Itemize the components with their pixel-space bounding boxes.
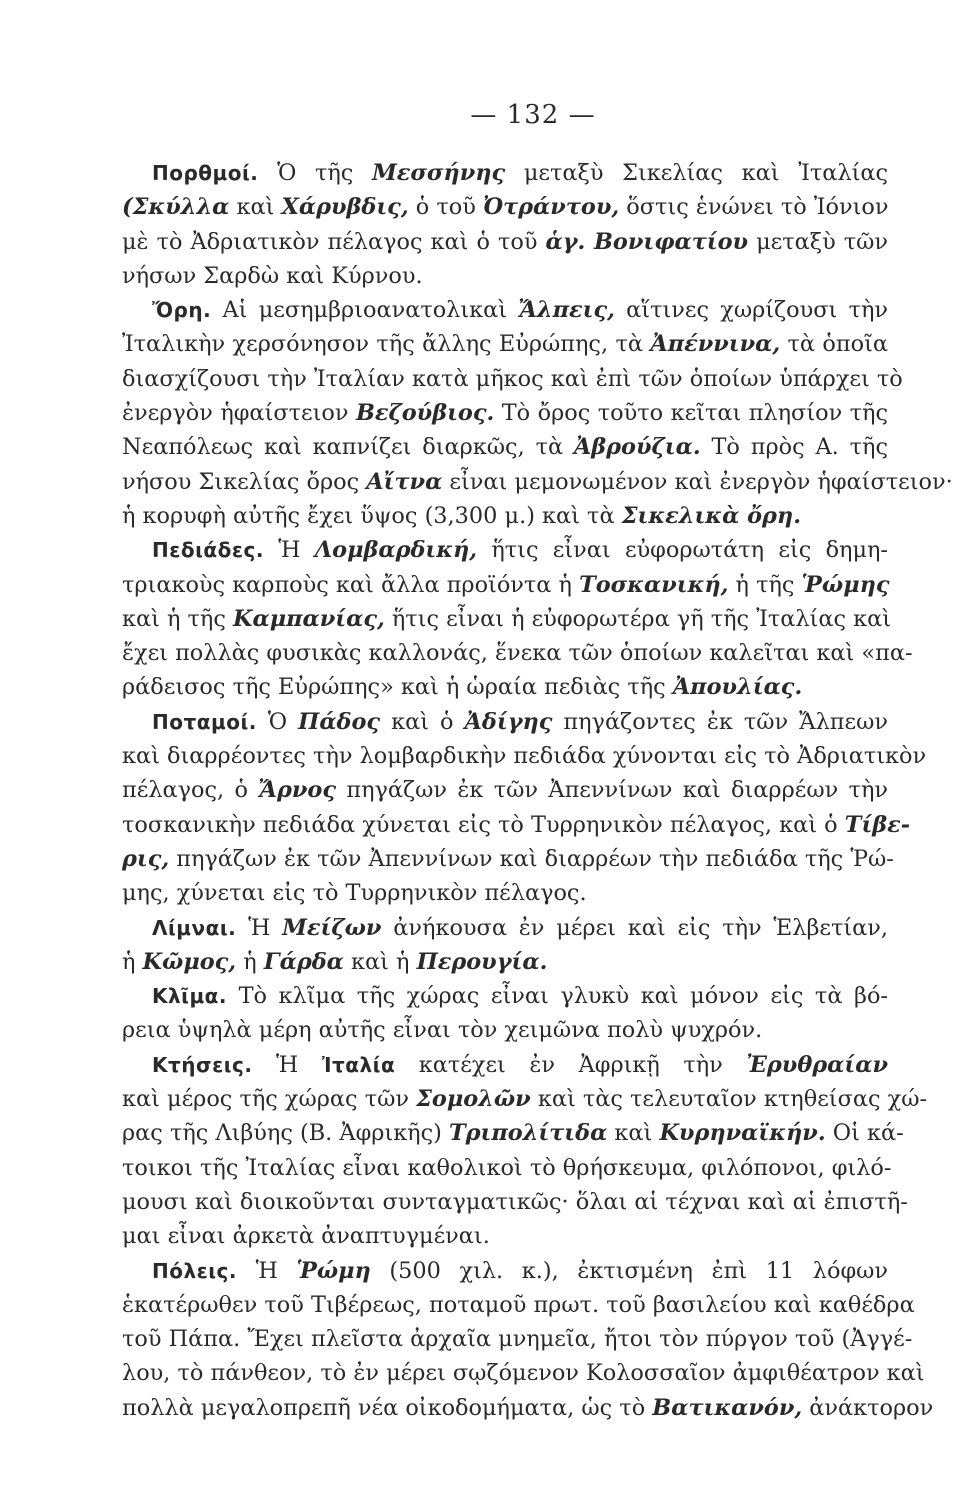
section-heading: Ἰταλία xyxy=(321,1052,396,1077)
emphasized-term: Βεζούβιος. xyxy=(355,400,495,427)
text-line xyxy=(122,430,888,464)
emphasized-term: Κυρηναϊκήν. xyxy=(659,1120,826,1147)
emphasized-term: Μεσσήνης xyxy=(372,160,506,186)
section-heading: Πορθμοί. xyxy=(152,161,259,185)
text-line xyxy=(122,1254,888,1288)
emphasized-term: Κῶμος, xyxy=(142,948,237,975)
text-line xyxy=(122,739,927,773)
emphasized-term: Ἄλπεις, xyxy=(518,297,615,324)
text-line xyxy=(122,396,888,430)
text-line xyxy=(122,1322,913,1356)
text-run: μουσι καὶ διοικοῦνται συνταγματικῶς· ὅλαι αἱ τέχναι καὶ αἱ ἐπιστῆ- xyxy=(122,1188,908,1215)
text-run: Τὸ κλῖμα τῆς χώρας εἶναι γλυκὺ καὶ μόνον εἰς τὰ βό- xyxy=(227,983,888,1010)
paragraph-ktiseis xyxy=(122,1048,928,1254)
text-run: νήσων Σαρδὼ καὶ Κύρνου. xyxy=(122,262,423,289)
text-line xyxy=(122,636,913,670)
text-run: Ἡ xyxy=(237,1257,297,1284)
text-run: πηγάζων ἐκ τῶν Ἀπεννίνων καὶ διαρρέων τὴν xyxy=(336,777,888,804)
paragraph-poleis xyxy=(122,1254,934,1425)
text-line xyxy=(122,225,888,259)
emphasized-term: ἁγ. Βονιφατίου xyxy=(545,228,749,255)
emphasized-term: Λομβαρδική, xyxy=(314,537,478,564)
emphasized-term: Χάρυβδις, xyxy=(281,194,409,221)
emphasized-term: Βατικανόν, xyxy=(652,1394,803,1421)
section-heading: Πεδιάδες. xyxy=(152,538,264,563)
text-line xyxy=(122,773,888,807)
paragraph-porthmoi xyxy=(122,156,888,293)
text-line xyxy=(122,1082,928,1116)
text-run: λου, τὸ πάνθεον, τὸ ἐν μέρει σῳζόμενον Κολοσσαῖον ἀμφιθέατρον καὶ xyxy=(122,1360,925,1387)
text-run: ρας τῆς Λιβύης (Β. Ἀφρικῆς) xyxy=(122,1120,449,1147)
text-run: τριακοὺς καρποὺς καὶ ἄλλα προϊόντα ἡ xyxy=(122,571,580,598)
paragraph-potamoi xyxy=(122,705,927,911)
text-run: εἶναι μεμονωμένον καὶ ἐνεργὸν ἡφαίστειον· xyxy=(442,468,953,495)
paragraph-ori xyxy=(122,293,953,533)
text-run: αἵτινες χωρίζουσι τὴν xyxy=(614,297,888,324)
text-run: καὶ διαρρέοντες τὴν λομβαρδικὴν πεδιάδα χύνονται εἰς τὸ Ἀδριατικὸν xyxy=(122,743,927,770)
emphasized-term: Ῥώμη xyxy=(296,1257,371,1284)
text-line xyxy=(122,568,888,602)
text-run: ἔχει πολλὰς φυσικὰς καλλονάς, ἕνεκα τῶν ὁποίων καλεῖται καὶ «πα- xyxy=(122,640,913,667)
text-run: καὶ μέρος τῆς χώρας τῶν xyxy=(122,1086,417,1113)
text-line xyxy=(122,979,888,1013)
emphasized-term: Γάρδα xyxy=(263,948,344,975)
text-line xyxy=(122,1151,892,1185)
emphasized-term: Πάδος xyxy=(298,708,381,735)
text-run: Ὁ τῆς xyxy=(258,160,373,186)
text-run: νήσου Σικελίας ὄρος xyxy=(122,468,367,495)
text-line xyxy=(122,533,888,567)
text-run: ὅστις ἑνώνει τὸ Ἰόνιον xyxy=(619,194,889,221)
text-run: ἀνάκτορον xyxy=(802,1394,934,1421)
text-run: ἑκατέρωθεν τοῦ Τιβέρεως, ποταμοῦ πρωτ. τοῦ βασιλείου καὶ καθέδρα xyxy=(122,1291,915,1318)
text-run: Οἱ κά- xyxy=(825,1120,904,1147)
text-run: ἡ xyxy=(236,948,264,975)
text-run: ἀνήκουσα ἐν μέρει καὶ εἰς τὴν Ἑλβετίαν, xyxy=(381,914,889,941)
section-heading: Κλῖμα. xyxy=(152,984,228,1009)
text-line xyxy=(122,362,903,396)
text-run: ἡ xyxy=(122,948,143,975)
text-run: μαι εἶναι ἀρκετὰ ἀναπτυγμέναι. xyxy=(122,1223,490,1250)
text-line xyxy=(122,1048,888,1082)
text-run: μὲ τὸ Ἀδριατικὸν πέλαγος καὶ ὁ τοῦ xyxy=(122,228,546,255)
emphasized-term: Περουγία. xyxy=(416,948,548,975)
text-run: Ὁ xyxy=(256,708,299,735)
text-line xyxy=(122,842,894,876)
text-run: καὶ τὰς τελευταῖον κτηθείσας χώ- xyxy=(530,1086,928,1113)
section-heading: Κτήσεις. xyxy=(152,1052,253,1077)
emphasized-term: Καμπανίας, xyxy=(233,605,385,632)
paragraph-pediades xyxy=(122,533,913,704)
text-line xyxy=(122,911,888,945)
text-line xyxy=(122,602,892,636)
section-heading: Λίμναι. xyxy=(152,915,237,940)
text-run: ἡ κορυφὴ αὐτῆς ἔχει ὕψος (3,300 μ.) καὶ τὰ xyxy=(122,502,622,529)
text-run: τοῦ Πάπα. Ἔχει πλεῖστα ἀρχαῖα μνημεῖα, ἤτοι τὸν πύργον τοῦ (Ἀγγέ- xyxy=(122,1326,913,1353)
text-line xyxy=(122,1356,925,1390)
emphasized-term: Μείζων xyxy=(282,914,382,941)
text-run: τοσκανικὴν πεδιάδα χύνεται εἰς τὸ Τυρρηνικὸν πέλαγος, καὶ ὁ xyxy=(122,811,845,838)
text-run: καὶ ὁ xyxy=(380,708,465,735)
text-run: Νεαπόλεως καὶ καπνίζει διαρκῶς, τὰ xyxy=(122,434,574,461)
emphasized-term: Τοσκανική, xyxy=(579,571,729,598)
emphasized-term: Αἴτνα xyxy=(366,468,443,495)
emphasized-term: Ἄρνος xyxy=(258,777,337,804)
emphasized-term: (Σκύλλα xyxy=(122,194,230,221)
emphasized-term: Τίβε- xyxy=(844,811,911,838)
text-line xyxy=(122,190,888,224)
body-text xyxy=(122,156,953,1425)
text-line xyxy=(122,1116,904,1150)
text-line xyxy=(122,293,888,327)
text-run: Τὸ πρὸς Α. τῆς xyxy=(700,434,888,461)
section-heading: Ὄρη. xyxy=(152,298,212,323)
emphasized-term: Σομολῶν xyxy=(416,1086,531,1113)
text-run: ὁ τοῦ xyxy=(408,194,483,221)
emphasized-term: Ὀτράντου, xyxy=(482,194,620,221)
text-run: μεταξὺ τῶν xyxy=(748,228,888,255)
emphasized-term: Σικελικὰ ὄρη. xyxy=(621,502,801,529)
text-line xyxy=(122,945,888,979)
page-number: — 132 — xyxy=(470,100,596,130)
text-run: πολλὰ μεγαλοπρεπῆ νέα οἰκοδομήματα, ὡς τὸ xyxy=(122,1394,653,1421)
text-run: καὶ ἡ xyxy=(343,948,417,975)
text-line xyxy=(122,465,953,499)
text-line xyxy=(122,1185,908,1219)
emphasized-term: Ἀπέννινα, xyxy=(650,331,781,358)
text-run: τὰ ὁποῖα xyxy=(780,331,888,358)
text-line xyxy=(122,156,888,190)
text-line xyxy=(122,327,888,361)
text-run: ρεια ὑψηλὰ μέρη αὐτῆς εἶναι τὸν χειμῶνα πολὺ ψυχρόν. xyxy=(122,1017,763,1044)
text-run: διασχίζουσι τὴν Ἰταλίαν κατὰ μῆκος καὶ ἐπὶ τῶν ὁποίων ὑπάρχει τὸ xyxy=(122,365,903,392)
emphasized-term: Ἐρυθραίαν xyxy=(746,1051,889,1078)
text-line xyxy=(122,808,911,842)
paragraph-klima xyxy=(122,979,888,1048)
text-run: ἐνεργὸν ἡφαίστειον xyxy=(122,400,356,427)
text-run: Τὸ ὄρος τοῦτο κεῖται πλησίον τῆς xyxy=(494,400,888,427)
emphasized-term: Ἀβρούζια. xyxy=(573,434,701,461)
text-run: πέλαγος, ὁ xyxy=(122,777,259,804)
text-run: καὶ ἡ τῆς xyxy=(122,605,234,632)
text-run: ἥτις εἶναι ἡ εὐφορωτέρα γῆ τῆς Ἰταλίας καὶ xyxy=(384,605,892,632)
emphasized-term: Ἀπουλίας. xyxy=(672,674,803,701)
text-line xyxy=(122,1391,934,1425)
text-run: πηγάζοντες ἐκ τῶν Ἄλπεων xyxy=(552,708,888,735)
text-run: Ἰταλικὴν χερσόνησον τῆς ἄλλης Εὐρώπης, τὰ xyxy=(122,331,651,358)
section-heading: Πόλεις. xyxy=(152,1258,238,1283)
text-run: (500 χιλ. κ.), ἐκτισμένη ἐπὶ 11 λόφων xyxy=(370,1257,889,1284)
text-run: μης, χύνεται εἰς τὸ Τυρρηνικὸν πέλαγος. xyxy=(122,880,587,907)
emphasized-term: Ῥώμης xyxy=(801,571,890,598)
text-run: Ἡ xyxy=(263,537,315,564)
text-run: Ἡ xyxy=(236,914,283,941)
text-run: καὶ xyxy=(229,194,282,221)
text-line xyxy=(122,499,888,533)
emphasized-term: Τριπολίτιδα xyxy=(449,1120,608,1147)
text-run: καὶ xyxy=(607,1120,660,1147)
text-line xyxy=(122,1013,888,1047)
section-heading: Ποταμοί. xyxy=(152,709,257,734)
text-line xyxy=(122,670,888,704)
text-run: ἥτις εἶναι εὐφορωτάτη εἰς δημη- xyxy=(477,537,888,564)
text-run: Ἡ xyxy=(252,1051,322,1078)
emphasized-term: ρις, xyxy=(122,845,170,872)
text-run: ράδεισος τῆς Εὐρώπης» καὶ ἡ ὡραία πεδιὰς τῆς xyxy=(122,674,673,701)
text-run: πηγάζων ἐκ τῶν Ἀπεννίνων καὶ διαρρέων τὴν πεδιάδα τῆς Ῥώ- xyxy=(169,845,894,872)
text-line xyxy=(122,876,888,910)
text-line xyxy=(122,705,888,739)
text-line xyxy=(122,259,888,293)
text-run: ἡ τῆς xyxy=(728,571,802,598)
text-run: μεταξὺ Σικελίας καὶ Ἰταλίας xyxy=(505,160,889,186)
text-run: τοικοι τῆς Ἰταλίας εἶναι καθολικοὶ τὸ θρήσκευμα, φιλόπονοι, φιλό- xyxy=(122,1154,892,1181)
emphasized-term: Ἀδίγης xyxy=(464,708,553,735)
paragraph-limnai xyxy=(122,911,888,980)
text-run: Αἱ μεσημβριοανατολικαὶ xyxy=(211,297,519,324)
text-run: κατέχει ἐν Ἀφρικῇ τὴν xyxy=(395,1051,747,1078)
text-line xyxy=(122,1288,915,1322)
text-line xyxy=(122,1219,888,1253)
